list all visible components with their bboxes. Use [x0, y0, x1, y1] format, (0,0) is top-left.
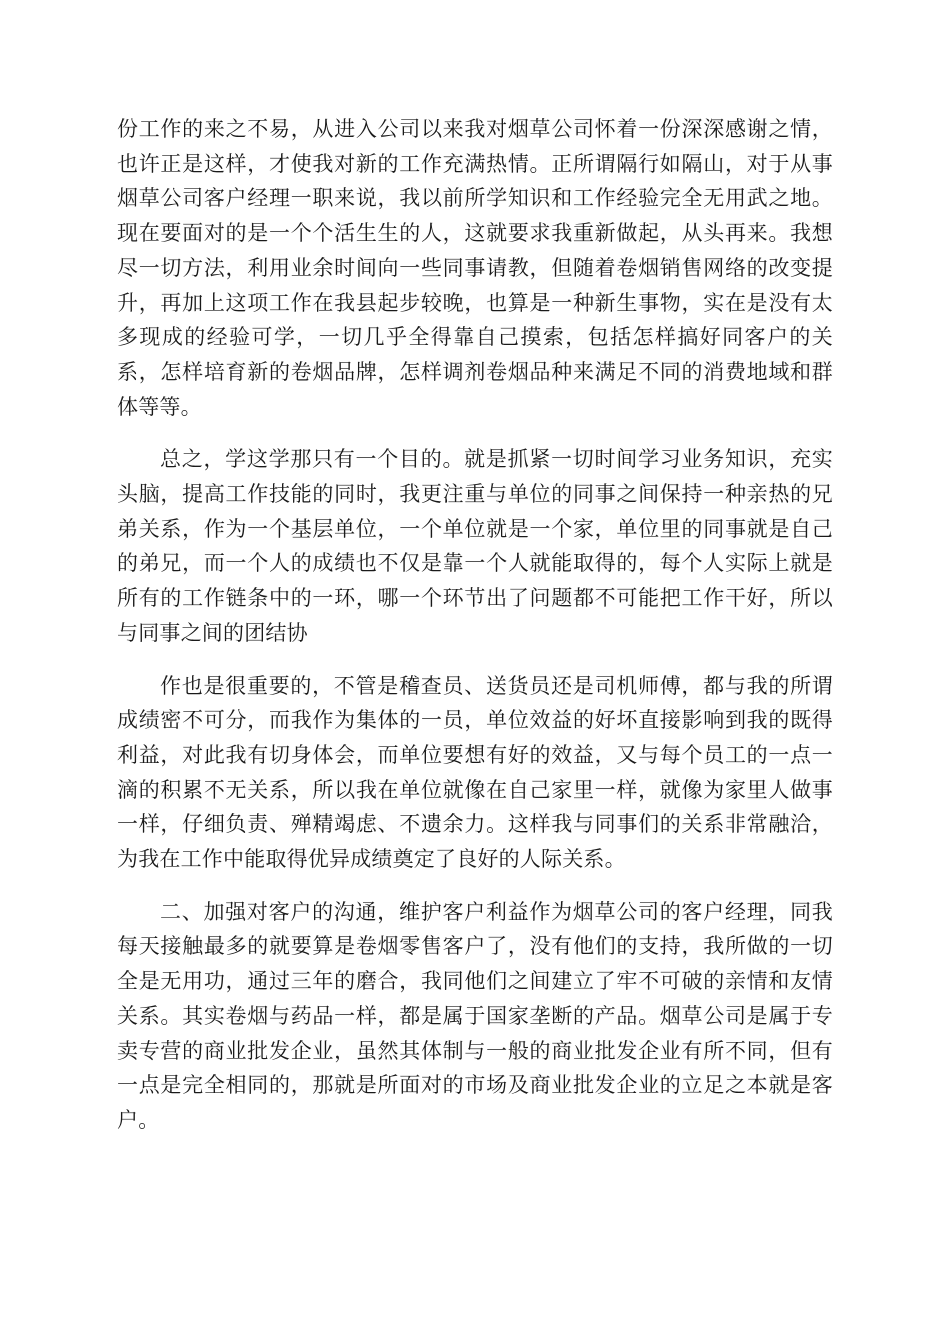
- paragraph-2: 总之，学这学那只有一个目的。就是抓紧一切时间学习业务知识，充实头脑，提高工作技能的同时，我更注重与单位的同事之间保持一种亲热的兄弟关系，作为一个基层单位，一个单位就是一个家，单位里的同事就是自己的弟兄，而一个人的成绩也不仅是靠一个人就能取得的，每个人实际上就是所有的工作链条中的一环，哪一个环节出了问题都不可能把工作干好，所以与同事之间的团结协: [117, 447, 833, 645]
- paragraph-4: 二、加强对客户的沟通，维护客户利益作为烟草公司的客户经理，同我每天接触最多的就要算是卷烟零售客户了，没有他们的支持，我所做的一切全是无用功，通过三年的磨合，我同他们之间建立了牢不可破的亲情和友情关系。其实卷烟与药品一样，都是属于国家垄断的产品。烟草公司是属于专卖专营的商业批发企业，虽然其体制与一般的商业批发企业有所不同，但有一点是完全相同的，那就是所面对的市场及商业批发企业的立足之本就是客户。: [117, 899, 833, 1132]
- paragraph-1: 份工作的来之不易，从进入公司以来我对烟草公司怀着一份深深感谢之情，也许正是这样，才使我对新的工作充满热情。正所谓隔行如隔山，对于从事烟草公司客户经理一职来说，我以前所学知识和工作经验完全无用武之地。现在要面对的是一个个活生生的人，这就要求我重新做起，从头再来。我想尽一切方法，利用业余时间向一些同事请教，但随着卷烟销售网络的改变提升，再加上这项工作在我县起步较晚，也算是一种新生事物，实在是没有太多现成的经验可学，一切几乎全得靠自己摸索，包括怎样搞好同客户的关系，怎样培育新的卷烟品牌，怎样调剂卷烟品种来满足不同的消费地域和群体等等。: [117, 117, 833, 419]
- document-body: [117, 112, 833, 1156]
- paragraph-3: 作也是很重要的，不管是稽查员、送货员还是司机师傅，都与我的所谓成绩密不可分，而我作为集体的一员，单位效益的好坏直接影响到我的既得利益，对此我有切身体会，而单位要想有好的效益，又与每个员工的一点一滴的积累不无关系，所以我在单位就像在自己家里一样，就像为家里人做事一样，仔细负责、殚精竭虑、不遗余力。这样我与同事们的关系非常融洽，为我在工作中能取得优异成绩奠定了良好的人际关系。: [117, 673, 833, 872]
